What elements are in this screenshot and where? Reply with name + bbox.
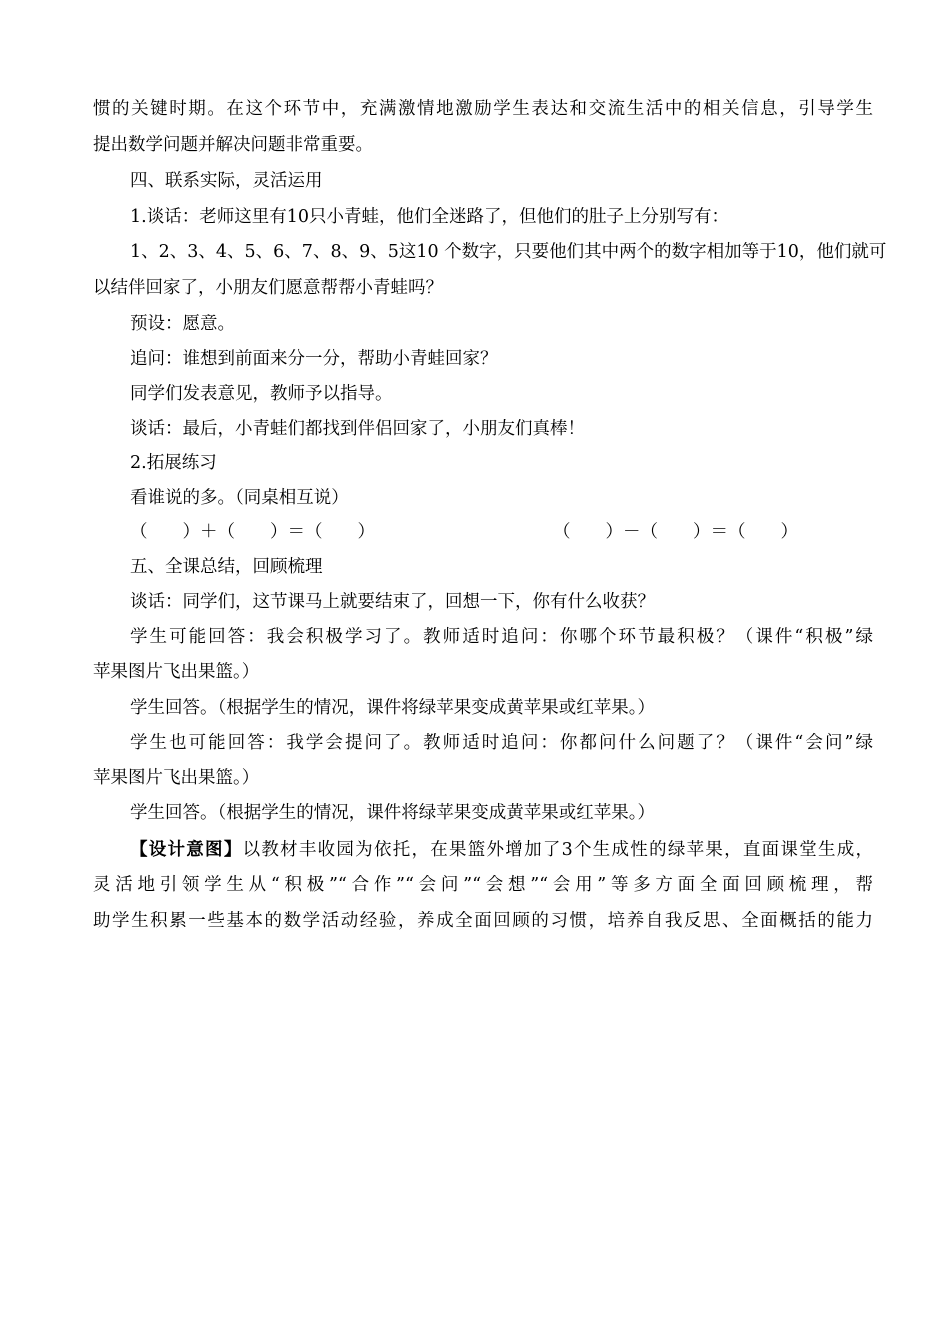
paragraph-line: 灵活地引领学生从“积极”“合作”“会问”“会想”“会用”等多方面全面回顾梳理，帮 <box>93 875 873 895</box>
paragraph-line: 助学生积累一些基本的数学活动经验，养成全面回顾的习惯，培养自我反思、全面概括的能力 <box>93 911 873 931</box>
item-2: 2.拓展练习 <box>130 453 217 473</box>
paragraph-line: 苹果图片飞出果篮。） <box>93 662 260 682</box>
exercise-instruction: 看谁说的多。（同桌相互说） <box>130 488 349 508</box>
paragraph-line: 以结伴回家了，小朋友们愿意帮帮小青蛙吗？ <box>93 278 443 298</box>
closing-talk: 谈话：最后，小青蛙们都找到伴侣回家了，小朋友们真棒！ <box>130 419 585 439</box>
student-response: 学生回答。（根据学生的情况，课件将绿苹果变成黄苹果或红苹果。） <box>130 698 655 718</box>
section-heading-4: 四、联系实际，灵活运用 <box>130 171 323 191</box>
follow-up-question: 追问：谁想到前面来分一分，帮助小青蛙回家？ <box>130 349 498 369</box>
paragraph-line: 苹果图片飞出果篮。） <box>93 768 260 788</box>
paragraph-line: 惯的关键时期。在这个环节中，充满激情地激励学生表达和交流生活中的相关信息，引导学生 <box>93 99 873 119</box>
subtraction-equation: （ ）－（ ）＝（ ） <box>553 522 798 542</box>
summary-talk: 谈话：同学们，这节课马上就要结束了，回想一下，你有什么收获？ <box>130 592 655 612</box>
design-intent-paragraph <box>130 838 873 862</box>
paragraph-line: 1、2、3、4、5、6、7、8、9、5这10 个数字，只要他们其中两个的数字相加等于10，他们就可 <box>130 242 887 262</box>
paragraph-line: 提出数学问题并解决问题非常重要。 <box>93 135 373 155</box>
design-intent-text: 以教材丰收园为依托，在果篮外增加了3个生成性的绿苹果，直面课堂生成， <box>242 840 873 860</box>
paragraph-line: 学生也可能回答：我学会提问了。教师适时追问：你都问什么问题了？（课件“会问”绿 <box>130 733 873 753</box>
item-1: 1.谈话：老师这里有10只小青蛙，他们全迷路了，但他们的肚子上分别写有： <box>130 207 729 227</box>
guidance-text: 同学们发表意见，教师予以指导。 <box>130 384 393 404</box>
student-response: 学生回答。（根据学生的情况，课件将绿苹果变成黄苹果或红苹果。） <box>130 803 655 823</box>
preset-answer: 预设：愿意。 <box>130 314 235 334</box>
addition-equation: （ ）＋（ ）＝（ ） <box>130 522 375 542</box>
paragraph-line: 学生可能回答：我会积极学习了。教师适时追问：你哪个环节最积极？（课件“积极”绿 <box>130 627 873 647</box>
section-heading-5: 五、全课总结，回顾梳理 <box>130 557 323 577</box>
design-intent-label: 【设计意图】 <box>130 840 243 860</box>
